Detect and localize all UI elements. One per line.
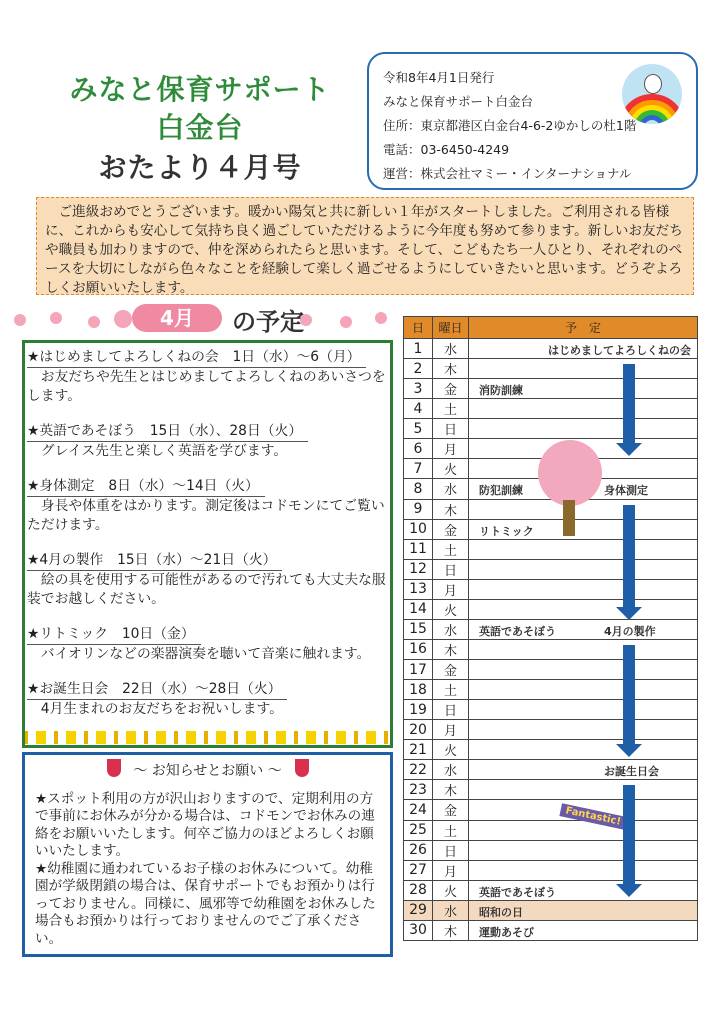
schedule-row [404,780,698,800]
day-number: 9 [404,499,433,519]
schedule-row [404,820,698,840]
day-number: 1 [404,339,433,359]
plan-cell [469,760,698,780]
weekday: 日 [433,700,469,720]
schedule-row [404,800,698,820]
weekday: 木 [433,639,469,659]
plan-left: 英語であそぼう [479,624,556,638]
operator: 運営：株式会社マミー・インターナショナル [383,166,632,181]
plan-cell [469,740,698,760]
address: 住所：東京都港区白金台4-6-2ゆかしの杜1階 [383,118,637,133]
col-weekday: 曜日 [433,317,469,339]
schedule-row [404,680,698,700]
schedule-row [404,760,698,780]
phone: 電話：03-6450-4249 [383,142,510,157]
events-box [22,340,393,748]
day-number: 22 [404,760,433,780]
plan-right: はじめましてよろしくねの会 [548,344,691,357]
plan-cell [469,419,698,439]
arrow-icon [623,505,635,608]
schedule-row [404,499,698,519]
day-number: 4 [404,399,433,419]
plan-cell [469,780,698,800]
weekday: 金 [433,379,469,399]
plan-cell [469,639,698,659]
event-item [27,348,388,406]
plan-left: リトミック [479,524,534,538]
cherry-tree-illustration [538,440,602,506]
plan-cell [469,619,698,639]
col-plan: 予 定 [469,317,698,339]
org-name: みなと保育サポート白金台 [383,94,534,109]
plan-cell [469,399,698,419]
schedule-row [404,860,698,880]
arrow-icon [623,364,635,444]
schedule-row [404,740,698,760]
plan-cell [469,700,698,720]
weekday: 水 [433,479,469,499]
arrow-icon [623,785,635,885]
plan-cell [469,720,698,740]
plan-mid: 4月の製作 [604,624,656,638]
weekday: 水 [433,619,469,639]
event-title: ★4月の製作 15日（水）～21日（火） [27,551,282,571]
april-schedule-table [403,316,698,941]
notices-title: ～ お知らせとお願い ～ [133,763,282,779]
month-badge: 4月 [132,304,222,332]
schedule-row [404,579,698,599]
schedule-row [404,920,698,940]
plan-cell [469,920,698,940]
plan-cell [469,519,698,539]
issue-date: 令和8年4月1日発行 [383,70,495,85]
day-number: 30 [404,920,433,940]
event-title: ★お誕生日会 22日（水）～28日（火） [27,680,287,700]
event-item [27,477,388,535]
day-number: 19 [404,700,433,720]
weekday: 月 [433,579,469,599]
schedule-row [404,379,698,399]
notice-item: ★スポット利用の方が沢山おりますので、定期利用の方で事前にお休みが分かる場合は、コドモンでお休みの連絡をお願いいたします。何卒ご協力のほどよろしくお願いいたします。 [35,790,375,859]
col-day: 日 [404,317,433,339]
schedule-row [404,880,698,900]
schedule-row [404,720,698,740]
plan-cell [469,660,698,680]
plan-cell [469,559,698,579]
day-number: 17 [404,660,433,680]
plan-cell [469,579,698,599]
event-description: 絵の具を使用する可能性があるので汚れても大丈夫な服装でお越しください。 [27,572,386,607]
weekday: 水 [433,760,469,780]
plan-cell [469,599,698,619]
plan-cell [469,840,698,860]
schedule-row [404,599,698,619]
schedule-row [404,619,698,639]
weekday: 日 [433,840,469,860]
day-number: 16 [404,639,433,659]
schedule-row [404,419,698,439]
plan-cell [469,359,698,379]
event-item [27,625,388,664]
event-item [27,551,388,609]
day-number: 28 [404,880,433,900]
plan-cell [469,860,698,880]
newsletter-title-line2: 白金台 [156,111,244,144]
day-number: 5 [404,419,433,439]
day-number: 3 [404,379,433,399]
plan-mid: お誕生日会 [604,765,659,779]
day-number: 10 [404,519,433,539]
arrow-icon [623,645,635,745]
schedule-title: の予定 [232,308,304,336]
weekday: 火 [433,599,469,619]
weekday: 月 [433,860,469,880]
day-number: 8 [404,479,433,499]
weekday: 土 [433,680,469,700]
weekday: 水 [433,339,469,359]
weekday: 月 [433,720,469,740]
notice-item: ★幼稚園に通われているお子様のお休みについて。幼稚園が学級閉鎖の場合は、保育サポートでもお預かりは行っておりません。同様に、風邪等で幼稚園をお休みした場合もお預かりは行っておりませんのでご了承ください。 [35,860,376,947]
schedule-row [404,900,698,920]
event-title: ★リトミック 10日（金） [27,625,201,645]
weekday: 木 [433,499,469,519]
publisher-info-box [367,52,698,190]
plan-mid: 身体測定 [604,484,648,498]
weekday: 土 [433,539,469,559]
weekday: 月 [433,439,469,459]
notices-box [22,752,393,957]
weekday: 木 [433,920,469,940]
plan-left: 英語であそぼう [479,885,556,899]
weekday: 火 [433,740,469,760]
schedule-row [404,339,698,359]
plan-cell [469,880,698,900]
plan-cell [469,680,698,700]
event-description: 4月生まれのお友だちをお祝いします。 [40,701,284,717]
event-title: ★身体測定 8日（水）～14日（火） [27,477,265,497]
newsletter-issue-title: おたより４月号 [98,151,302,184]
weekday: 火 [433,880,469,900]
weekday: 日 [433,559,469,579]
day-number: 13 [404,579,433,599]
day-number: 15 [404,619,433,639]
plan-cell [469,379,698,399]
plan-cell [469,820,698,840]
plan-cell [469,339,698,359]
day-number: 2 [404,359,433,379]
day-number: 21 [404,740,433,760]
day-number: 27 [404,860,433,880]
weekday: 日 [433,419,469,439]
event-description: グレイス先生と楽しく英語を学びます。 [40,443,288,459]
day-number: 26 [404,840,433,860]
weekday: 金 [433,519,469,539]
day-number: 29 [404,900,433,920]
newsletter-title-line1: みなと保育サポート [69,73,331,106]
schedule-row [404,539,698,559]
event-item [27,680,388,719]
event-description: バイオリンなどの楽器演奏を聴いて音楽に触れます。 [40,646,371,662]
bear-rainbow-logo [622,64,682,124]
plan-cell [469,900,698,920]
plan-left: 消防訓練 [479,384,523,398]
schedule-row [404,639,698,659]
day-number: 11 [404,539,433,559]
schedule-row [404,840,698,860]
day-number: 12 [404,559,433,579]
plan-cell [469,539,698,559]
day-number: 18 [404,680,433,700]
weekday: 金 [433,660,469,680]
event-description: お友だちや先生とはじめましてよろしくねのあいさつをします。 [27,369,386,404]
day-number: 6 [404,439,433,459]
schedule-heading [10,300,395,336]
day-number: 14 [404,599,433,619]
schedule-row [404,660,698,680]
tulip-icon [107,759,121,777]
weekday: 土 [433,820,469,840]
plan-left: 防犯訓練 [479,484,523,498]
plan-left: 昭和の日 [479,905,523,919]
day-number: 20 [404,720,433,740]
event-item [27,422,388,461]
weekday: 火 [433,459,469,479]
schedule-row [404,559,698,579]
fantastic-label: Fantastic! [559,803,627,829]
weekday: 土 [433,399,469,419]
event-description: 身長や体重をはかります。測定後はコドモンにてご覧いただけます。 [27,498,385,533]
weekday: 木 [433,780,469,800]
schedule-row [404,700,698,720]
day-number: 23 [404,780,433,800]
greeting-message: ご進級おめでとうございます。暖かい陽気と共に新しい１年がスタートしました。ご利用される皆様に、これからも安心して気持ち良く過ごしていただけるように今年度も努めて参ります。新しいお友だちや職員も加わりますので、仲を深められたらと思います。そして、こどもたち一人ひとり、それぞれのペースを大切にしながら色々なことを経験して楽しく過ごせるようにしていきたいと思います。どうぞよろしくお願いいたします。 [36,197,694,295]
day-number: 24 [404,800,433,820]
day-number: 25 [404,820,433,840]
schedule-row [404,519,698,539]
tulip-icon [295,759,309,777]
schedule-row [404,399,698,419]
schedule-row [404,359,698,379]
weekday: 金 [433,800,469,820]
tree-trunk [563,500,575,536]
event-title: ★英語であそぼう 15日（水）、28日（火） [27,422,308,442]
weekday: 水 [433,900,469,920]
day-number: 7 [404,459,433,479]
event-title: ★はじめましてよろしくねの会 1日（水）～6（月） [27,348,366,368]
plan-left: 運動あそび [479,925,534,939]
weekday: 木 [433,359,469,379]
